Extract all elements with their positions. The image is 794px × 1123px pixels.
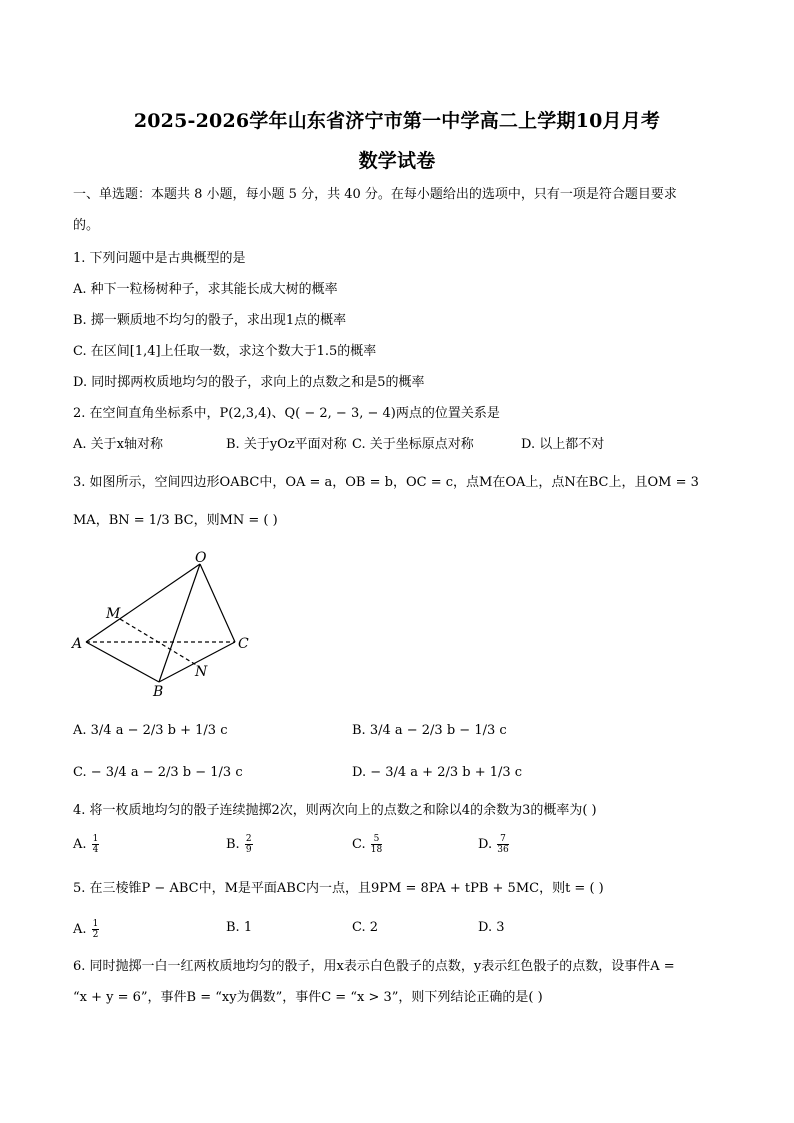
q4-option-b xyxy=(226,834,254,855)
q2-option-c: C. 关于坐标原点对称 xyxy=(352,437,474,452)
q5-option-d: D. 3 xyxy=(478,920,505,935)
q4-d-label: D. xyxy=(478,837,493,852)
q2-option-b: B. 关于yOz平面对称 xyxy=(226,437,347,452)
q4-c-label: C. xyxy=(352,837,366,852)
q4-a-fraction: $\frac{1}{4}$ xyxy=(92,834,99,855)
q2-stem: 2. 在空间直角坐标系中，P(2,3,4)、Q( − 2, − 3, − 4)两点的位置关系是 xyxy=(73,406,500,421)
q5-a-fraction: $\frac{1}{2}$ xyxy=(92,919,99,940)
q4-b-label: B. xyxy=(226,837,240,852)
q4-d-fraction: $\frac{7}{36}$ xyxy=(497,834,509,855)
section-instructions: 一、单选题：本题共 8 小题，每小题 5 分，共 40 分。在每小题给出的选项中，只有一项是符合题目要求 xyxy=(73,187,677,202)
q2-option-a: A. 关于x轴对称 xyxy=(73,437,163,452)
q4-a-label: A. xyxy=(73,837,87,852)
q4-b-fraction: $\frac{2}{9}$ xyxy=(245,834,252,855)
label-o: O xyxy=(195,550,207,566)
q3-option-d: D. − 3/4 a + 2/3 b + 1/3 c xyxy=(352,765,523,780)
exam-title: 2025-2026学年山东省济宁市第一中学高二上学期10月月考 xyxy=(133,110,661,132)
label-a: A xyxy=(72,636,83,652)
q4-c-fraction: $\frac{5}{18}$ xyxy=(370,834,383,855)
q5-option-c: C. 2 xyxy=(352,920,379,935)
q3-stem-line2: MA，BN = 1/3 BC，则MN = ( ) xyxy=(73,513,278,528)
q1-option-c: C. 在区间[1,4]上任取一数，求这个数大于1.5的概率 xyxy=(73,344,377,359)
q3-option-c: C. − 3/4 a − 2/3 b − 1/3 c xyxy=(73,765,243,780)
q5-option-a xyxy=(73,919,100,940)
q3-stem-line1: 3. 如图所示，空间四边形OABC中，OA = a，OB = b，OC = c，点M在OA上，点N在BC上，且OM = 3 xyxy=(73,475,699,490)
q4-stem: 4. 将一枚质地均匀的骰子连续抛掷2次，则两次向上的点数之和除以4的余数为3的概率为( ) xyxy=(73,803,597,818)
q1-option-b: B. 掷一颗质地不均匀的骰子，求出现1点的概率 xyxy=(73,313,347,328)
label-m: M xyxy=(106,606,121,622)
q2-option-d: D. 以上都不对 xyxy=(521,437,605,452)
q5-option-b: B. 1 xyxy=(226,920,253,935)
q4-option-c xyxy=(352,834,383,855)
q5-stem: 5. 在三棱锥P − ABC中，M是平面ABC内一点，且9PM = 8PA + tPB + 5MC，则t = ( ) xyxy=(73,881,604,896)
q5-a-label: A. xyxy=(73,922,87,937)
tetrahedron-figure xyxy=(70,550,260,700)
q6-stem-line1: 6. 同时抛掷一白一红两枚质地均匀的骰子，用x表示白色骰子的点数，y表示红色骰子的点数，设事件A = xyxy=(73,959,675,974)
q1-option-a: A. 种下一粒杨树种子，求其能长成大树的概率 xyxy=(73,282,338,297)
label-n: N xyxy=(195,664,208,680)
q4-option-a xyxy=(73,834,100,855)
q1-option-d: D. 同时掷两枚质地均匀的骰子，求向上的点数之和是5的概率 xyxy=(73,375,425,390)
q3-option-a: A. 3/4 a − 2/3 b + 1/3 c xyxy=(73,723,228,738)
label-c: C xyxy=(238,636,249,652)
q3-option-b: B. 3/4 a − 2/3 b − 1/3 c xyxy=(352,723,507,738)
q6-stem-line2: “x + y = 6”，事件B = “xy为偶数”，事件C = “x > 3”，则下列结论正确的是( ) xyxy=(73,990,543,1005)
q1-stem: 1. 下列问题中是古典概型的是 xyxy=(73,251,246,266)
exam-subtitle: 数学试卷 xyxy=(358,150,436,172)
label-b: B xyxy=(153,684,164,700)
section-instructions-cont: 的。 xyxy=(73,218,100,233)
q4-option-d xyxy=(478,834,510,855)
